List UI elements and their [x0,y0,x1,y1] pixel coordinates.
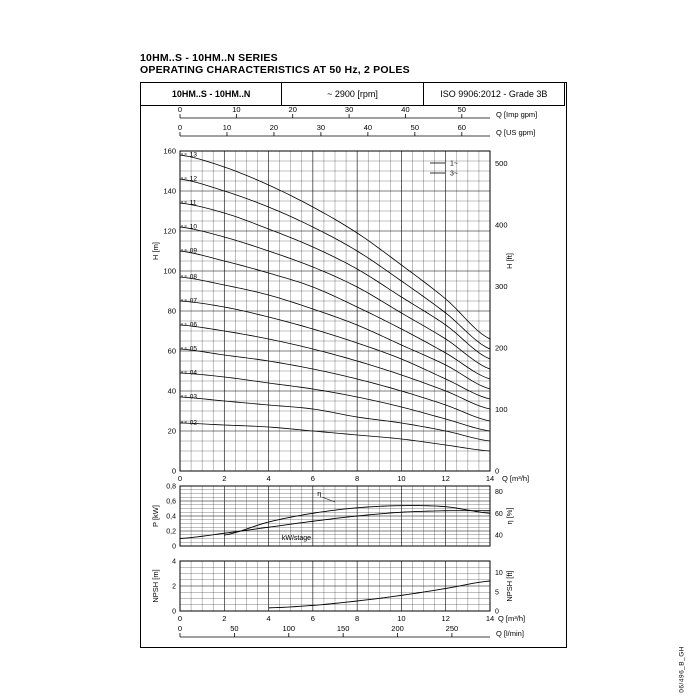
svg-text:10: 10 [222,123,232,132]
svg-text:30: 30 [316,123,326,132]
svg-text:3~: 3~ [450,170,458,178]
svg-text:η [%]: η [%] [505,507,514,525]
svg-text:60: 60 [457,123,466,132]
title-line-2: OPERATING CHARACTERISTICS AT 50 Hz, 2 POLES [140,64,410,76]
svg-text:0: 0 [172,543,176,551]
svg-text:0,8: 0,8 [166,483,176,491]
svg-text:4: 4 [172,558,176,566]
header-model: 10HM..S - 10HM..N [141,83,282,105]
header-speed: ~ 2900 [rpm] [282,83,423,105]
svg-text:100: 100 [282,624,296,633]
chart-svg [140,106,565,646]
svg-text:120: 120 [163,226,176,236]
svg-text:400: 400 [495,220,508,230]
svg-text:P [kW]: P [kW] [151,505,160,527]
svg-text:60: 60 [167,346,176,356]
svg-text:14: 14 [485,614,495,623]
svg-text:200: 200 [495,343,508,353]
svg-text:500: 500 [495,158,508,168]
svg-text:03: 03 [189,393,197,401]
svg-text:0: 0 [177,123,183,132]
svg-text:2: 2 [222,474,227,483]
svg-text:40: 40 [495,532,503,540]
svg-text:150: 150 [336,624,350,633]
svg-text:0,6: 0,6 [166,498,176,506]
svg-text:200: 200 [391,624,404,633]
svg-text:40: 40 [401,106,410,114]
svg-text:50: 50 [410,123,420,132]
svg-text:0: 0 [177,106,183,114]
svg-text:2: 2 [222,614,227,623]
svg-text:12: 12 [441,474,450,483]
svg-text:160: 160 [163,146,176,156]
svg-text:08: 08 [189,273,197,281]
svg-text:13: 13 [189,151,197,159]
svg-text:0: 0 [177,624,183,633]
svg-text:10: 10 [397,474,406,483]
svg-text:NPSH [m]: NPSH [m] [151,569,160,603]
svg-text:50: 50 [457,106,466,114]
svg-text:80: 80 [495,488,503,496]
svg-text:0,2: 0,2 [166,528,176,536]
svg-text:11: 11 [189,199,197,207]
svg-text:140: 140 [163,186,176,196]
svg-text:H [m]: H [m] [151,242,160,260]
svg-text:NPSH [ft]: NPSH [ft] [505,570,514,602]
svg-text:250: 250 [445,624,459,633]
svg-text:4: 4 [266,474,271,483]
svg-text:40: 40 [363,123,373,132]
svg-text:η: η [317,489,322,498]
header-standard: ISO 9906:2012 - Grade 3B [440,89,548,99]
svg-text:0,4: 0,4 [166,513,176,521]
document-code: 06/496_B_GH [679,646,686,693]
svg-text:Q [m³/h]: Q [m³/h] [502,474,530,483]
svg-text:300: 300 [495,281,508,291]
svg-text:40: 40 [167,386,176,396]
svg-text:6: 6 [310,474,315,483]
svg-text:1~: 1~ [450,160,458,168]
svg-text:10: 10 [232,106,241,114]
svg-text:6: 6 [310,614,315,623]
svg-text:4: 4 [266,614,271,623]
svg-text:8: 8 [355,474,360,483]
svg-text:12: 12 [189,175,197,183]
svg-text:10: 10 [189,223,197,231]
svg-text:0: 0 [171,466,176,476]
svg-text:H [ft]: H [ft] [505,253,514,269]
svg-text:100: 100 [495,404,508,414]
header-table [140,82,565,106]
svg-text:5: 5 [495,589,499,597]
page-title [140,52,410,76]
svg-text:06: 06 [189,321,197,329]
svg-text:02: 02 [189,419,197,427]
svg-text:Q [US gpm]: Q [US gpm] [496,128,536,137]
svg-text:30: 30 [344,106,354,114]
svg-text:80: 80 [167,306,176,316]
svg-text:04: 04 [189,369,197,377]
svg-text:20: 20 [269,123,279,132]
svg-text:0: 0 [495,608,499,616]
svg-text:12: 12 [441,614,450,623]
svg-text:Q [l/min]: Q [l/min] [496,629,524,638]
svg-text:2: 2 [172,583,176,591]
svg-text:09: 09 [189,247,197,255]
svg-text:8: 8 [355,614,360,623]
svg-text:05: 05 [189,345,197,353]
svg-text:0: 0 [495,466,500,476]
svg-text:20: 20 [288,106,297,114]
svg-text:50: 50 [230,624,239,633]
svg-text:Q [m³/h]: Q [m³/h] [498,614,526,623]
svg-text:100: 100 [163,266,176,276]
svg-text:10: 10 [495,570,503,578]
svg-text:kW/stage: kW/stage [281,535,312,542]
svg-text:0: 0 [177,474,183,483]
svg-text:Q [Imp gpm]: Q [Imp gpm] [496,110,538,119]
svg-text:20: 20 [167,426,176,436]
svg-text:14: 14 [485,474,495,483]
svg-text:07: 07 [189,297,197,305]
title-line-1: 10HM..S - 10HM..N SERIES [140,52,278,64]
svg-text:60: 60 [495,510,503,518]
svg-text:0: 0 [172,608,176,616]
svg-text:0: 0 [177,614,183,623]
svg-text:10: 10 [397,614,406,623]
